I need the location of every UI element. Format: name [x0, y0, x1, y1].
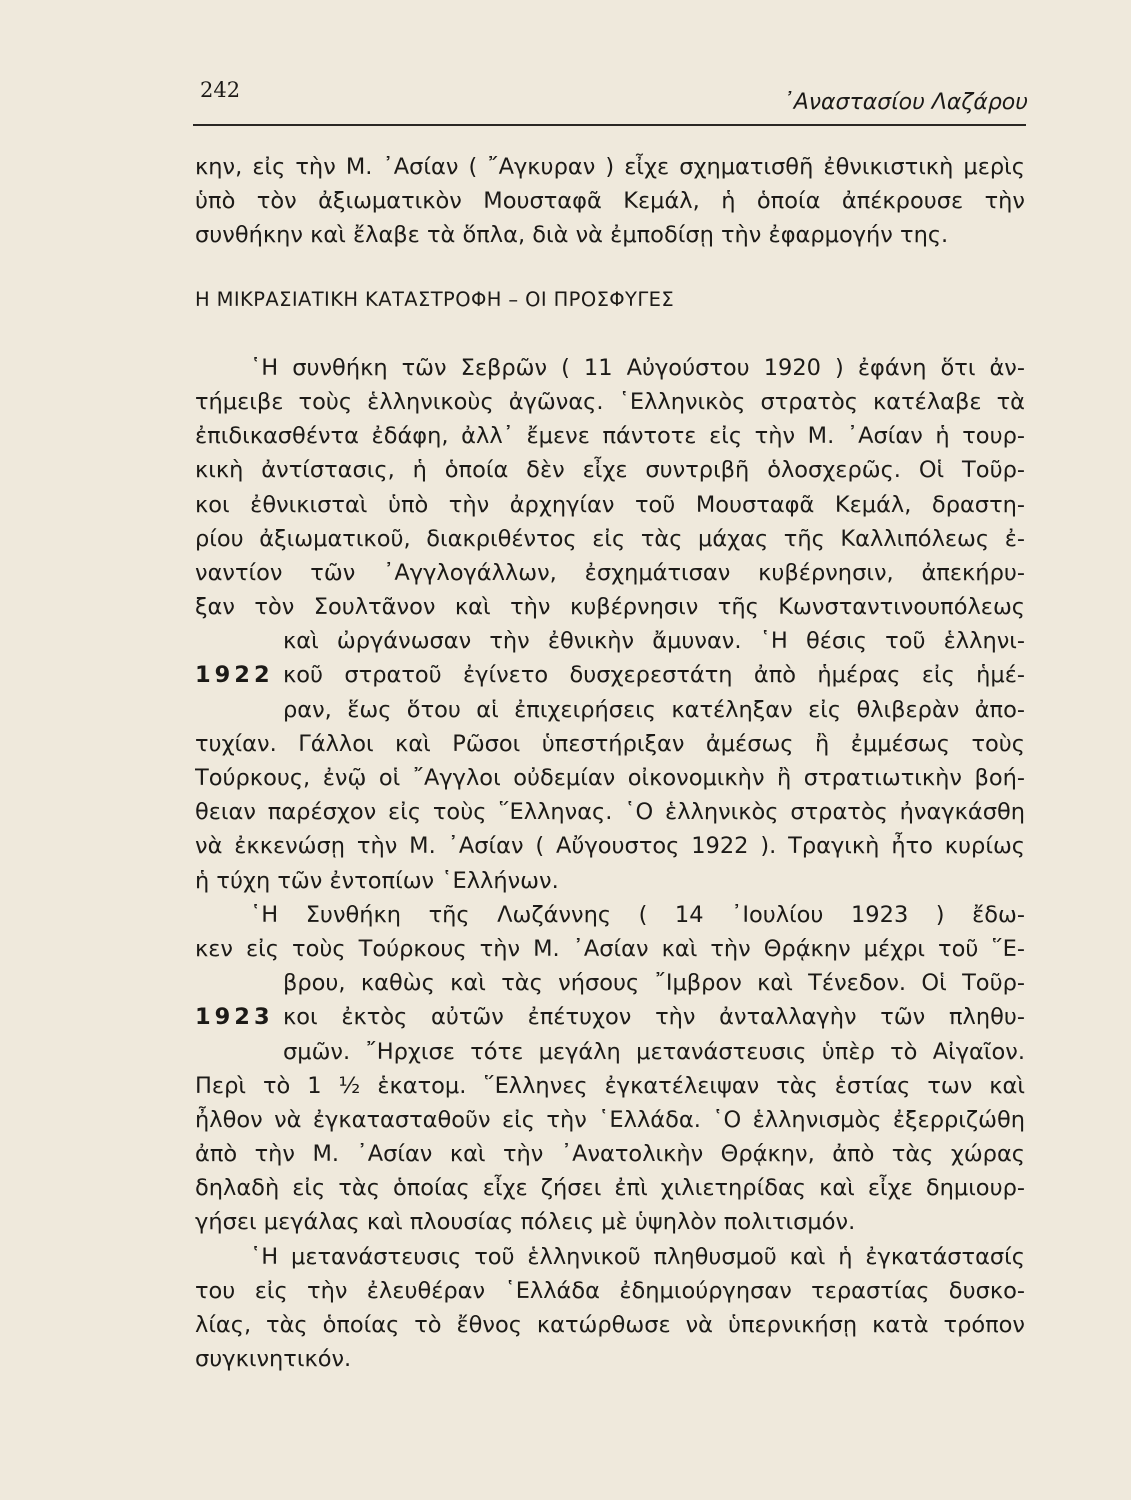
text-line: ἡ τύχη τῶν ἐντοπίων ῾Ελλήνων.: [195, 867, 559, 894]
text-line: κοι ἐθνικισταὶ ὑπὸ τὴν ἀρχηγίαν τοῦ Μουσταφᾶ Κεμάλ, δραστη-: [195, 491, 1025, 518]
margin-year: 1923: [195, 1004, 274, 1031]
text-line: ραν, ἕως ὅτου αἱ ἐπιχειρήσεις κατέληξαν εἰς θλιβερὰν ἀπο-: [283, 696, 1025, 723]
text-line: κοι ἐκτὸς αὐτῶν ἐπέτυχον τὴν ἀνταλλαγὴν τῶν πληθυ-: [283, 1004, 1025, 1031]
text-line: ξαν τὸν Σουλτᾶνον καὶ τὴν κυβέρνησιν τῆς Κωνσταντινουπόλεως: [195, 594, 1025, 621]
text-line: ῾Η μετανάστευσις τοῦ ἑλληνικοῦ πληθυσμοῦ καὶ ἡ ἐγκατάστασίς: [250, 1243, 1025, 1270]
text-line: κεν εἰς τοὺς Τούρκους τὴν Μ. ᾿Ασίαν καὶ τὴν Θρᾴκην μέχρι τοῦ ῞Ε-: [195, 935, 1025, 962]
running-header-author: ᾿Αναστασίου Λαζάρου: [782, 90, 1028, 115]
text-line: ρίου ἀξιωματικοῦ, διακριθέντος εἰς τὰς μάχας τῆς Καλλιπόλεως ἐ-: [195, 525, 1025, 552]
text-line: ναντίον τῶν ᾿Αγγλογάλλων, ἐσχημάτισαν κυβέρνησιν, ἀπεκήρυ-: [195, 559, 1025, 586]
text-line: ἀπὸ τὴν Μ. ᾿Ασίαν καὶ τὴν ᾿Ανατολικὴν Θρᾴκην, ἀπὸ τὰς χώρας: [195, 1141, 1025, 1168]
text-line: κικὴ ἀντίστασις, ἡ ὁποία δὲν εἶχε συντριβῆ ὁλοσχερῶς. Οἱ Τοῦρ-: [195, 457, 1025, 484]
text-line: καὶ ὠργάνωσαν τὴν ἐθνικὴν ἄμυναν. ῾Η θέσις τοῦ ἑλληνι-: [283, 628, 1025, 655]
text-line: ῾Η συνθήκη τῶν Σεβρῶν ( 11 Αὐγούστου 1920 ) ἐφάνη ὅτι ἀν-: [250, 354, 1025, 381]
text-line: συγκινητικόν.: [195, 1346, 352, 1373]
text-line: δηλαδὴ εἰς τὰς ὁποίας εἶχε ζήσει ἐπὶ χιλιετηρίδας καὶ εἶχε δημιουρ-: [195, 1175, 1025, 1202]
text-line-with-year: [195, 1000, 1025, 1034]
text-line: κοῦ στρατοῦ ἐγίνετο δυσχερεστάτη ἀπὸ ἡμέρας εἰς ἡμέ-: [283, 662, 1025, 689]
text-line: Τούρκους, ἐνῷ οἱ ῎Αγγλοι οὐδεμίαν οἰκονομικὴν ἢ στρατιωτικὴν βοή-: [195, 765, 1025, 791]
text-line: ἐπιδικασθέντα ἐδάφη, ἀλλ᾿ ἔμενε πάντοτε εἰς τὴν Μ. ᾿Ασίαν ἡ τουρ-: [195, 423, 1025, 450]
header-rule: [193, 124, 1026, 126]
text-line: τήμειβε τοὺς ἑλληνικοὺς ἀγῶνας. ῾Ελληνικὸς στρατὸς κατέλαβε τὰ: [195, 388, 1025, 415]
text-line: λίας, τὰς ὁποίας τὸ ἔθνος κατώρθωσε νὰ ὑπερνικήσῃ κατὰ τρόπον: [195, 1312, 1025, 1338]
page-number: 242: [200, 78, 241, 102]
text-line: κην, εἰς τὴν Μ. ᾿Ασίαν ( ῎Αγκυραν ) εἶχε σχηματισθῆ ἐθνικιστικὴ μερὶς: [195, 154, 1025, 180]
text-line: βρου, καθὼς καὶ τὰς νήσους ῎Ιμβρον καὶ Τένεδον. Οἱ Τοῦρ-: [283, 970, 1025, 997]
text-line: του εἰς τὴν ἐλευθέραν ῾Ελλάδα ἐδημιούργησαν τεραστίας δυσκο-: [195, 1277, 1025, 1304]
text-line-with-year: [195, 658, 1025, 692]
text-line: θειαν παρέσχον εἰς τοὺς ῞Ελληνας. ῾Ο ἑλληνικὸς στρατὸς ἠναγκάσθη: [195, 799, 1025, 826]
text-line: ῾Η Συνθήκη τῆς Λωζάννης ( 14 ᾿Ιουλίου 1923 ) ἔδω-: [250, 901, 1025, 928]
text-line: νὰ ἐκκενώσῃ τὴν Μ. ᾿Ασίαν ( Αὔγουστος 1922 ). Τραγικὴ ἦτο κυρίως: [195, 833, 1025, 860]
text-line: τυχίαν. Γάλλοι καὶ Ρῶσοι ὑπεστήριξαν ἀμέσως ἢ ἐμμέσως τοὺς: [195, 730, 1025, 757]
section-heading: Η ΜΙΚΡΑΣΙΑΤΙΚΗ ΚΑΤΑΣΤΡΟΦΗ – ΟΙ ΠΡΟΣΦΥΓΕΣ: [195, 287, 675, 311]
margin-year: 1922: [195, 662, 274, 689]
text-line: Περὶ τὸ 1 ½ ἑκατομ. ῞Ελληνες ἐγκατέλειψαν τὰς ἑστίας των καὶ: [195, 1072, 1025, 1099]
text-line: ὑπὸ τὸν ἀξιωματικὸν Μουσταφᾶ Κεμάλ, ἡ ὁποία ἀπέκρουσε τὴν: [195, 188, 1025, 215]
text-line: ἦλθον νὰ ἐγκατασταθοῦν εἰς τὴν ῾Ελλάδα. ῾Ο ἑλληνισμὸς ἐξερριζώθη: [195, 1106, 1025, 1133]
text-line: γήσει μεγάλας καὶ πλουσίας πόλεις μὲ ὑψηλὸν πολιτισμόν.: [195, 1209, 856, 1236]
text-line: συνθήκην καὶ ἔλαβε τὰ ὅπλα, διὰ νὰ ἐμποδίσῃ τὴν ἐφαρμογήν της.: [195, 222, 949, 249]
text-line: σμῶν. ῎Ηρχισε τότε μεγάλη μετανάστευσις ὑπὲρ τὸ Αἰγαῖον.: [283, 1038, 1025, 1065]
page-body: [195, 150, 1025, 1376]
